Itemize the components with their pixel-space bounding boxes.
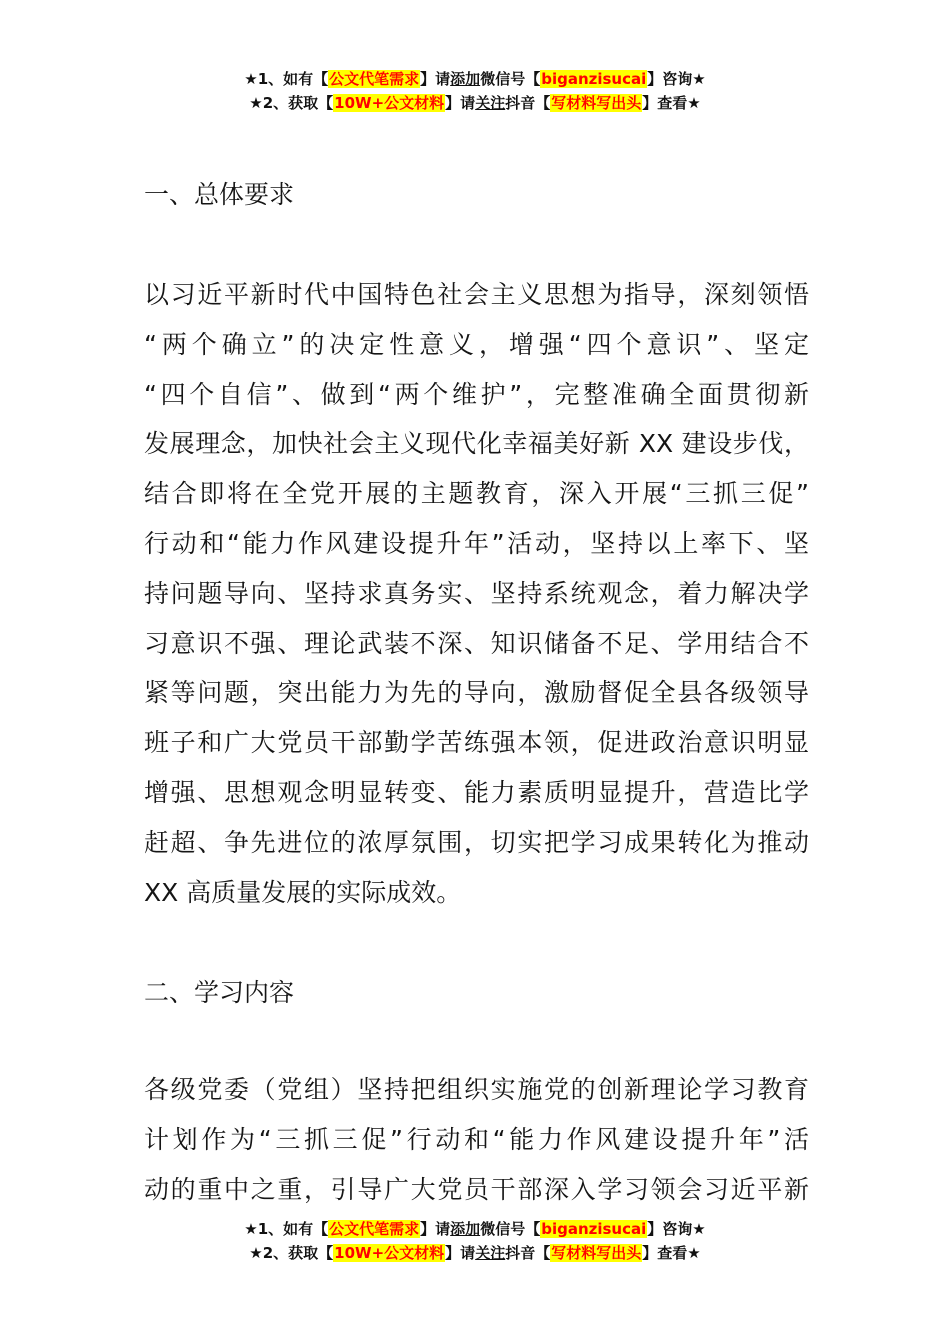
banner-text: 】请 (445, 94, 476, 112)
banner-text: 1、如有【 (257, 1220, 329, 1238)
star-icon: ★ (687, 94, 701, 112)
banner-highlight: 写材料写出头 (551, 94, 642, 112)
section-2-body (144, 1065, 809, 1214)
star-icon: ★ (692, 70, 706, 88)
section-paragraph (144, 270, 809, 917)
banner-line-1 (0, 1217, 950, 1241)
banner-highlight: 写材料写出头 (551, 1244, 642, 1262)
star-icon: ★ (244, 70, 258, 88)
paragraph-line: 赶超、争先进位的浓厚氛围，切实把学习成果转化为推动 (144, 827, 809, 857)
section-2 (144, 968, 809, 1018)
banner-text: 2、获取【 (262, 1244, 334, 1262)
banner-line-2 (0, 91, 950, 115)
paragraph-line: 紧等问题，突出能力为先的导向，激励督促全县各级领导 (144, 678, 809, 708)
banner-text: 】请 (445, 1244, 476, 1262)
paragraph-line: 行动和“能力作风建设提升年”活动，坚持以上率下、坚 (144, 528, 809, 558)
paragraph-line: 以习近平新时代中国特色社会主义思想为指导，深刻领悟 (144, 280, 809, 309)
banner-highlight: 10W+公文材料 (334, 1244, 445, 1262)
banner-text: 微信号【 (480, 1220, 541, 1238)
top-banner (0, 67, 950, 115)
banner-text: 】咨询 (647, 70, 693, 88)
section-1 (144, 170, 809, 220)
banner-text: 】查看 (642, 94, 688, 112)
banner-text: 】请 (420, 70, 451, 88)
banner-text: 】咨询 (647, 1220, 693, 1238)
star-icon: ★ (249, 1244, 263, 1262)
banner-text: 】查看 (642, 1244, 688, 1262)
section-1-body (144, 270, 809, 917)
paragraph-line: “四个自信”、做到“两个维护”，完整准确全面贯彻新 (144, 379, 809, 409)
paragraph-line: 结合即将在全党开展的主题教育，深入开展“三抓三促” (144, 479, 809, 509)
banner-underlined-text: 添加 (450, 1220, 481, 1238)
paragraph-line: 增强、思想观念明显转变、能力素质明显提升，营造比学 (144, 777, 809, 807)
star-icon: ★ (244, 1220, 258, 1238)
paragraph-line: 动的重中之重，引导广大党员干部深入学习领会习近平新 (144, 1174, 809, 1204)
star-icon: ★ (687, 1244, 701, 1262)
banner-text: 1、如有【 (257, 70, 329, 88)
banner-text: 2、获取【 (262, 94, 334, 112)
paragraph-line: “两个确立”的决定性意义，增强“四个意识”、坚定 (144, 329, 809, 359)
paragraph-line: 计划作为“三抓三促”行动和“能力作风建设提升年”活 (144, 1124, 809, 1154)
paragraph-line: XX 高质量发展的实际成效。 (144, 877, 462, 907)
banner-highlight: biganzisucai (541, 1220, 647, 1238)
banner-text: 抖音【 (505, 94, 551, 112)
paragraph-line: 持问题导向、坚持求真务实、坚持系统观念，着力解决学 (144, 578, 809, 608)
banner-text: 微信号【 (480, 70, 541, 88)
banner-line-2 (0, 1241, 950, 1265)
banner-highlight: 公文代笔需求 (329, 1220, 420, 1238)
section-heading: 二、学习内容 (144, 978, 295, 1007)
banner-highlight: 公文代笔需求 (329, 70, 420, 88)
star-icon: ★ (692, 1220, 706, 1238)
paragraph-line: 发展理念，加快社会主义现代化幸福美好新 XX 建设步伐， (144, 429, 809, 459)
section-paragraph (144, 1065, 809, 1214)
banner-text: 抖音【 (505, 1244, 551, 1262)
banner-text: 】请 (420, 1220, 451, 1238)
section-heading: 一、总体要求 (144, 180, 295, 209)
star-icon: ★ (249, 94, 263, 112)
banner-underlined-text: 关注 (475, 1244, 506, 1262)
paragraph-line: 各级党委（党组）坚持把组织实施党的创新理论学习教育 (144, 1075, 809, 1104)
bottom-banner (0, 1217, 950, 1265)
paragraph-line: 习意识不强、理论武装不深、知识储备不足、学用结合不 (144, 628, 809, 658)
banner-underlined-text: 关注 (475, 94, 506, 112)
banner-underlined-text: 添加 (450, 70, 481, 88)
banner-highlight: 10W+公文材料 (334, 94, 445, 112)
banner-highlight: biganzisucai (541, 70, 647, 88)
paragraph-line: 班子和广大党员干部勤学苦练强本领，促进政治意识明显 (144, 728, 809, 758)
banner-line-1 (0, 67, 950, 91)
